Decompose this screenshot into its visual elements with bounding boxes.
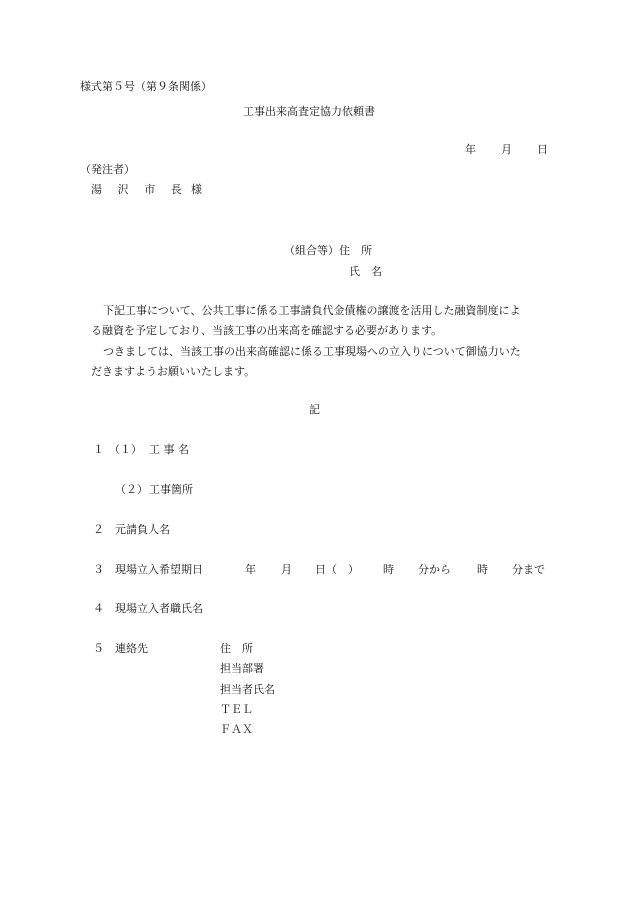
contact-fax-label: ＦＡＸ bbox=[220, 723, 253, 736]
visit-hour-end: 時 bbox=[477, 563, 488, 576]
item-number: １ bbox=[93, 443, 104, 456]
date-day: 日 bbox=[537, 143, 548, 156]
sender-name-label: 氏 名 bbox=[349, 265, 382, 278]
item-number: ３ bbox=[93, 563, 104, 576]
date-year: 年 bbox=[465, 143, 476, 156]
item-number: ４ bbox=[93, 602, 104, 615]
item-label-visit-date: 現場立入希望期日 bbox=[115, 563, 203, 576]
body-line: 下記工事について、公共工事に係る工事請負代金債権の譲渡を活用した融資制度によ bbox=[103, 304, 521, 317]
item-label-contact: 連絡先 bbox=[115, 642, 148, 655]
sender-address-label: （組合等）住 所 bbox=[284, 244, 372, 257]
item-subnumber: （１） bbox=[109, 443, 142, 456]
body-line: る融資を予定しており、当該工事の出来高を確認する必要があります。 bbox=[91, 324, 443, 337]
visit-year: 年 bbox=[245, 563, 256, 576]
ki-heading: 記 bbox=[309, 403, 320, 416]
item-label-visitor: 現場立入者職氏名 bbox=[115, 602, 203, 615]
addressee-role: （発注者） bbox=[80, 163, 135, 176]
contact-department-label: 担当部署 bbox=[220, 662, 264, 675]
addressee-name: 湯 沢 市 長 bbox=[91, 183, 188, 196]
contact-person-label: 担当者氏名 bbox=[220, 683, 275, 696]
addressee-honorific: 様 bbox=[191, 183, 202, 196]
visit-month: 月 bbox=[281, 563, 292, 576]
date-month: 月 bbox=[501, 143, 512, 156]
body-line: だきますようお願いいたします。 bbox=[91, 365, 256, 378]
contact-address-label: 住 所 bbox=[220, 642, 253, 655]
visit-hour-start: 時 bbox=[383, 563, 394, 576]
item-subnumber: （２） bbox=[115, 483, 148, 496]
item-number: ２ bbox=[93, 523, 104, 536]
document-title: 工事出来高査定協力依頼書 bbox=[243, 105, 375, 118]
visit-day-weekday: 日（ ） bbox=[315, 563, 359, 576]
contact-tel-label: ＴＥＬ bbox=[220, 703, 253, 716]
visit-minute-from: 分から bbox=[418, 563, 451, 576]
form-number: 様式第５号（第９条関係） bbox=[80, 80, 212, 93]
item-label-construction-name: 工 事 名 bbox=[149, 443, 189, 456]
body-line: つきましては、当該工事の出来高確認に係る工事現場への立入りについて御協力いた bbox=[103, 345, 521, 358]
item-number: ５ bbox=[93, 642, 104, 655]
visit-minute-to: 分まで bbox=[512, 563, 545, 576]
item-label-construction-site: 工事箇所 bbox=[149, 483, 193, 496]
item-label-prime-contractor: 元請負人名 bbox=[115, 523, 170, 536]
